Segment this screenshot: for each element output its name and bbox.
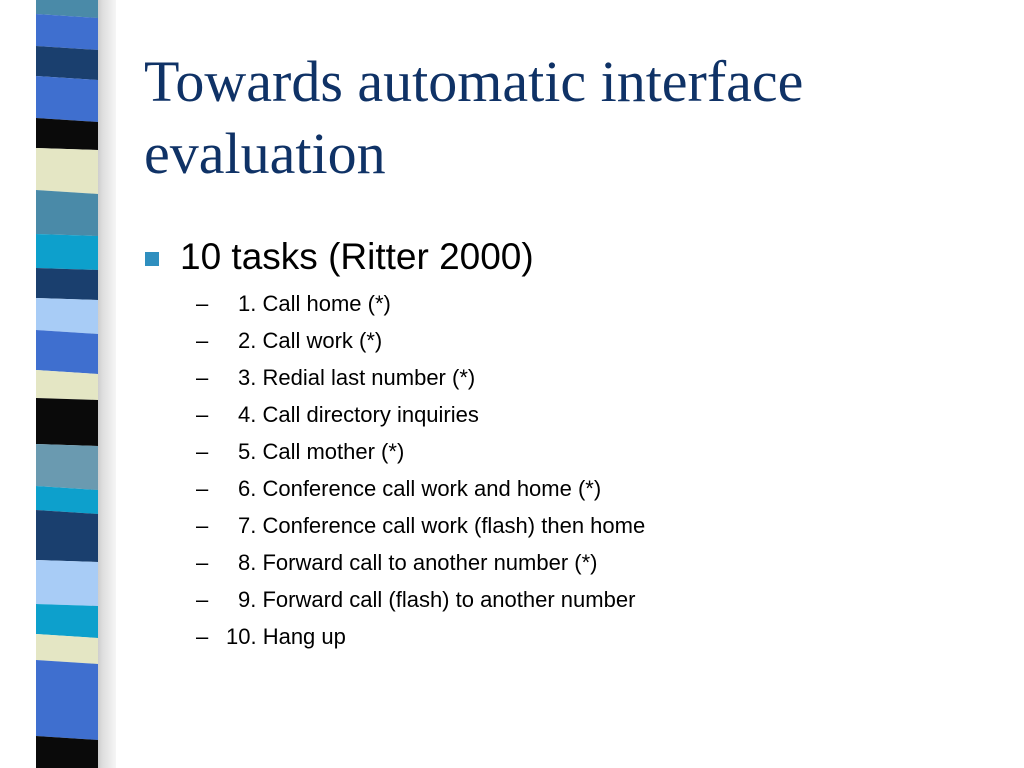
- dash-marker: –: [196, 402, 209, 427]
- decorative-strip-band: [36, 510, 98, 562]
- task-item: [196, 548, 976, 585]
- decorative-strip-band: [36, 370, 98, 400]
- decorative-strip-band: [36, 560, 98, 606]
- decorative-strip-margin: [0, 0, 36, 768]
- decorative-strip-band: [36, 14, 98, 50]
- task-text: 8. Forward call to another number (*): [238, 550, 598, 575]
- task-text: 2. Call work (*): [238, 328, 383, 353]
- main-bullet-text: 10 tasks (Ritter 2000): [180, 236, 534, 277]
- dash-marker: –: [196, 624, 209, 649]
- decorative-strip-band: [36, 330, 98, 374]
- decorative-strip: [0, 0, 116, 768]
- task-item: [196, 622, 976, 659]
- dash-marker: –: [196, 476, 209, 501]
- slide-title: Towards automatic interface evaluation: [144, 49, 804, 186]
- task-text: 5. Call mother (*): [238, 439, 405, 464]
- task-text: 9. Forward call (flash) to another number: [238, 587, 636, 612]
- task-text: 6. Conference call work and home (*): [238, 476, 602, 501]
- decorative-strip-graphic: [0, 0, 116, 768]
- dash-marker: –: [196, 513, 209, 538]
- decorative-strip-band: [36, 190, 98, 236]
- decorative-strip-band: [36, 398, 98, 446]
- dash-marker: –: [196, 550, 209, 575]
- decorative-strip-band: [36, 148, 98, 194]
- decorative-strip-band: [36, 76, 98, 122]
- task-item: [196, 363, 976, 400]
- dash-marker: –: [196, 439, 209, 464]
- dash-marker: –: [196, 291, 209, 316]
- decorative-strip-band: [36, 486, 98, 514]
- task-text: 4. Call directory inquiries: [238, 402, 479, 427]
- decorative-strip-band: [36, 118, 98, 150]
- task-item: [196, 400, 976, 437]
- decorative-strip-band: [36, 268, 98, 300]
- task-item: [196, 585, 976, 622]
- task-text: 10. Hang up: [226, 624, 346, 649]
- decorative-strip-band: [36, 660, 98, 740]
- dash-marker: –: [196, 365, 209, 390]
- task-item: [196, 511, 976, 548]
- task-item: [196, 474, 976, 511]
- task-text: 3. Redial last number (*): [238, 365, 476, 390]
- decorative-strip-band: [36, 604, 98, 638]
- task-item: [196, 437, 976, 474]
- dash-marker: –: [196, 328, 209, 353]
- decorative-strip-band: [36, 298, 98, 334]
- decorative-strip-band: [36, 736, 98, 768]
- task-item: [196, 326, 976, 363]
- task-list: [196, 289, 976, 659]
- dash-marker: –: [196, 587, 209, 612]
- bullet-square-icon: [145, 252, 159, 266]
- decorative-strip-band: [36, 444, 98, 490]
- decorative-strip-band: [36, 234, 98, 270]
- decorative-strip-band: [36, 46, 98, 80]
- task-text: 1. Call home (*): [238, 291, 391, 316]
- task-item: [196, 289, 976, 326]
- decorative-strip-band: [36, 634, 98, 664]
- task-text: 7. Conference call work (flash) then home: [238, 513, 646, 538]
